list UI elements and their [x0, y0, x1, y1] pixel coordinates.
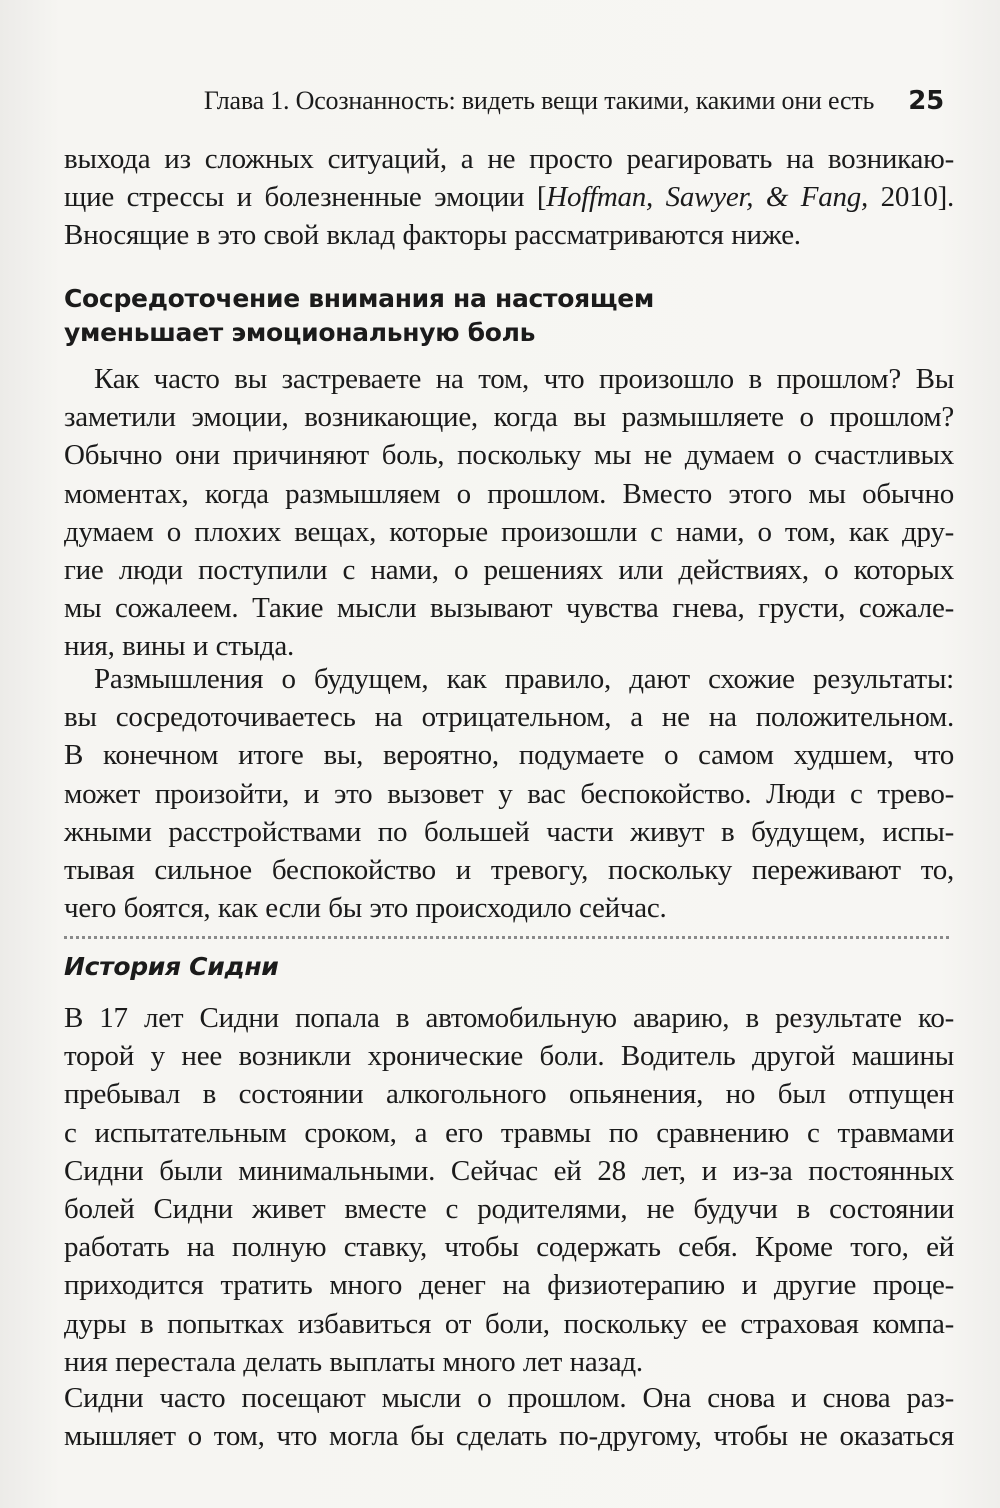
- story-paragraph1-line: дуры в попытках избавиться от боли, поскольку ее страховая компа-: [64, 1307, 954, 1340]
- paragraph2-line: может произойти, и это вызовет у вас беспокойство. Люди с трево-: [64, 777, 954, 810]
- intro-line-2: [64, 178, 954, 216]
- section-heading-line-2: уменьшает эмоциональную боль: [64, 318, 536, 347]
- story-paragraph2-line: Сидни часто посещают мысли о прошлом. Она снова и снова раз-: [64, 1382, 954, 1414]
- running-title: Глава 1. Осознанность: видеть вещи такими, какими они есть: [203, 86, 875, 115]
- page-header: [64, 86, 944, 126]
- paragraph1-line: Как часто вы застреваете на том, что произошло в прошлом? Вы: [94, 363, 954, 395]
- paragraph2-line: Размышления о будущем, как правило, дают схожие результаты:: [94, 663, 954, 695]
- section-heading-line-1: Сосредоточение внимания на настоящем: [64, 284, 655, 313]
- paragraph1-line: думаем о плохих вещах, которые произошли с нами, о том, как дру-: [64, 515, 954, 548]
- story-paragraph1-line: болей Сидни живет вместе с родителями, не будучи в состоянии: [64, 1193, 954, 1226]
- paragraph1-line: моментах, когда размышляем о прошлом. Вместо этого мы обычно: [64, 477, 954, 510]
- intro-line-2-start: щие стрессы и болезненные эмоции [: [64, 181, 547, 214]
- story-paragraph-2: [64, 1379, 954, 1455]
- story-paragraph2-line: мышляет о том, что могла бы сделать по-другому, чтобы не оказаться: [64, 1420, 954, 1453]
- section-divider: [64, 936, 949, 939]
- story-paragraph1-line: пребывал в состоянии алкогольного опьянения, но был отпущен: [64, 1078, 954, 1111]
- paragraph-future-thoughts: [64, 660, 954, 927]
- paragraph2-line: чего боятся, как если бы это происходило сейчас.: [64, 892, 667, 925]
- paragraph-present-focus: [64, 360, 954, 666]
- section-heading: [64, 282, 954, 350]
- intro-line-2-end: 2010].: [867, 181, 954, 214]
- story-paragraph1-line: В 17 лет Сидни попала в автомобильную аварию, в результате ко-: [64, 1002, 954, 1034]
- story-paragraph1-line: ния перестала делать выплаты много лет назад.: [64, 1345, 643, 1378]
- paragraph1-line: гие люди поступили с нами, о решениях или действиях, о которых: [64, 554, 954, 587]
- paragraph1-line: Обычно они причиняют боль, поскольку мы не думаем о счастливых: [64, 439, 954, 472]
- intro-line-1: выхода из сложных ситуаций, а не просто реагировать на возникаю-: [64, 143, 954, 175]
- story-paragraph1-line: приходится тратить много денег на физиотерапию и другие проце-: [64, 1269, 954, 1302]
- citation: Hoffman, Sawyer, & Fang,: [546, 181, 868, 214]
- story-paragraph1-line: Сидни были минимальными. Сейчас ей 28 лет, и из-за постоянных: [64, 1154, 954, 1187]
- intro-paragraph: [64, 140, 954, 255]
- paragraph1-line: мы сожалеем. Такие мысли вызывают чувства гнева, грусти, сожале-: [64, 592, 954, 625]
- intro-line-3: Вносящие в это свой вклад факторы рассматриваются ниже.: [64, 219, 801, 252]
- story-paragraph1-line: работать на полную ставку, чтобы содержать себя. Кроме того, ей: [64, 1231, 954, 1264]
- story-paragraph-1: [64, 999, 954, 1381]
- paragraph1-line: ния, вины и стыда.: [64, 630, 295, 663]
- paragraph1-line: заметили эмоции, возникающие, когда вы размышляете о прошлом?: [64, 401, 954, 434]
- story-paragraph1-line: торой у нее возникли хронические боли. Водитель другой машины: [64, 1040, 954, 1073]
- paragraph2-line: В конечном итоге вы, вероятно, подумаете о самом худшем, что: [64, 739, 954, 772]
- story-heading: История Сидни: [64, 952, 279, 981]
- page-number: 25: [908, 86, 944, 116]
- paragraph2-line: жными расстройствами по большей части живут в будущем, испы-: [64, 815, 954, 848]
- story-paragraph1-line: с испытательным сроком, а его травмы по сравнению с травмами: [64, 1116, 954, 1149]
- paragraph2-line: вы сосредоточиваетесь на отрицательном, а не на положительном.: [64, 701, 954, 734]
- paragraph2-line: тывая сильное беспокойство и тревогу, поскольку переживают то,: [64, 854, 954, 887]
